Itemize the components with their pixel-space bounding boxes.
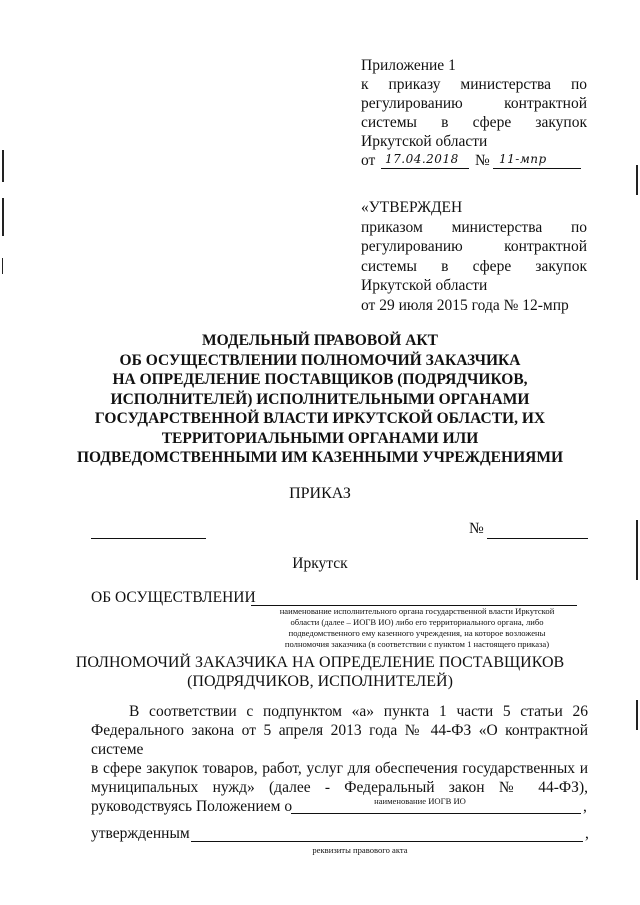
attachment-title: Приложение 1 — [361, 57, 456, 74]
order-number-line — [487, 524, 588, 539]
margin-mark — [2, 150, 4, 182]
document-heading — [60, 331, 580, 468]
attachment-line: к приказу министерства по — [361, 76, 587, 93]
margin-mark — [2, 258, 3, 274]
date-prefix: от — [361, 152, 376, 169]
order-number-label: № — [469, 520, 484, 537]
margin-mark — [636, 520, 638, 580]
approved-blank-line — [191, 826, 583, 842]
margin-mark — [636, 165, 638, 195]
approval-line: от 29 июля 2015 года № 12-мпр — [361, 296, 569, 314]
approval-line: Иркутской области — [361, 277, 488, 294]
handwritten-number: 11-мпр — [499, 152, 547, 166]
order-date-line — [91, 524, 206, 539]
body-line: в сфере закупок товаров, работ, услуг для обеспечения государственных и — [91, 760, 588, 777]
heading-line: МОДЕЛЬНЫЙ ПРАВОВОЙ АКТ — [202, 332, 438, 349]
body-comma: , — [583, 798, 587, 815]
margin-mark — [636, 700, 638, 730]
approval-line: системы в сфере закупок — [361, 257, 587, 275]
heading-line: ТЕРРИТОРИАЛЬНЫМИ ОРГАНАМИ ИЛИ — [161, 429, 479, 447]
order-city: Иркутск — [292, 555, 348, 572]
subject-prefix: ОБ ОСУЩЕСТВЛЕНИИ — [91, 589, 256, 606]
subject-line-1: ПОЛНОМОЧИЙ ЗАКАЗЧИКА НА ОПРЕДЕЛЕНИЕ ПОСТАВЩИКОВ — [75, 654, 565, 671]
body-hint: наименование ИОГВ ИО — [374, 796, 466, 806]
body-line: руководствуясь Положением о — [91, 798, 293, 815]
handwritten-date: 17.04.2018 — [385, 152, 459, 166]
number-line — [493, 152, 581, 169]
number-label: № — [475, 152, 490, 169]
heading-line: ОБ ОСУЩЕСТВЛЕНИИ ПОЛНОМОЧИЙ ЗАКАЗЧИКА — [119, 351, 521, 369]
body-line: В соответствии с подпунктом «а» пункта 1 части 5 статьи 26 — [129, 703, 588, 720]
body-line: муниципальных нужд» (далее - Федеральный закон № 44-ФЗ), — [91, 779, 588, 796]
approved-comma: , — [585, 825, 589, 842]
approval-title: «УТВЕРЖДЕН — [361, 199, 463, 216]
heading-line: ГОСУДАРСТВЕННОЙ ВЛАСТИ ИРКУТСКОЙ ОБЛАСТИ, ИХ — [94, 410, 546, 427]
date-line — [381, 152, 469, 169]
approval-block — [361, 198, 587, 315]
approved-label: утвержденным — [91, 825, 190, 842]
attachment-line: регулированию контрактной — [361, 95, 587, 112]
approved-hint: реквизиты правового акта — [312, 845, 408, 855]
hint-line: полномочия заказчика (в соответствии с пунктом 1 настоящего приказа) — [284, 639, 550, 649]
hint-line: области (далее – ИОГВ ИО) либо его территориального органа, либо — [290, 617, 544, 627]
attachment-date-row — [361, 151, 587, 170]
body-line: Федерального закона от 5 апреля 2013 года № 44-ФЗ «О контрактной системе — [91, 722, 588, 758]
approval-line: регулированию контрактной — [361, 238, 587, 255]
hint-line: наименование исполнительного органа государственной власти Иркутской — [279, 606, 555, 616]
subject-line-2: (ПОДРЯДЧИКОВ, ИСПОЛНИТЕЛЕЙ) — [187, 673, 453, 690]
attachment-line: системы в сфере закупок — [361, 114, 587, 131]
heading-line: ПОДВЕДОМСТВЕННЫМИ ИМ КАЗЕННЫМИ УЧРЕЖДЕНИЯМИ — [76, 449, 564, 466]
attachment-block — [361, 56, 587, 170]
subject-hint — [255, 606, 579, 650]
order-title: ПРИКАЗ — [289, 485, 351, 502]
margin-mark — [2, 198, 4, 236]
heading-line: ИСПОЛНИТЕЛЕЙ) ИСПОЛНИТЕЛЬНЫМИ ОРГАНАМИ — [110, 390, 530, 408]
heading-line: НА ОПРЕДЕЛЕНИЕ ПОСТАВЩИКОВ (ПОДРЯДЧИКОВ, — [112, 371, 528, 388]
hint-line: подведомственного ему казенного учреждения, на которое возложены — [288, 628, 546, 638]
attachment-line: Иркутской области — [361, 133, 488, 150]
approval-line: приказом министерства по — [361, 218, 587, 236]
subject-blank-line — [251, 590, 577, 606]
